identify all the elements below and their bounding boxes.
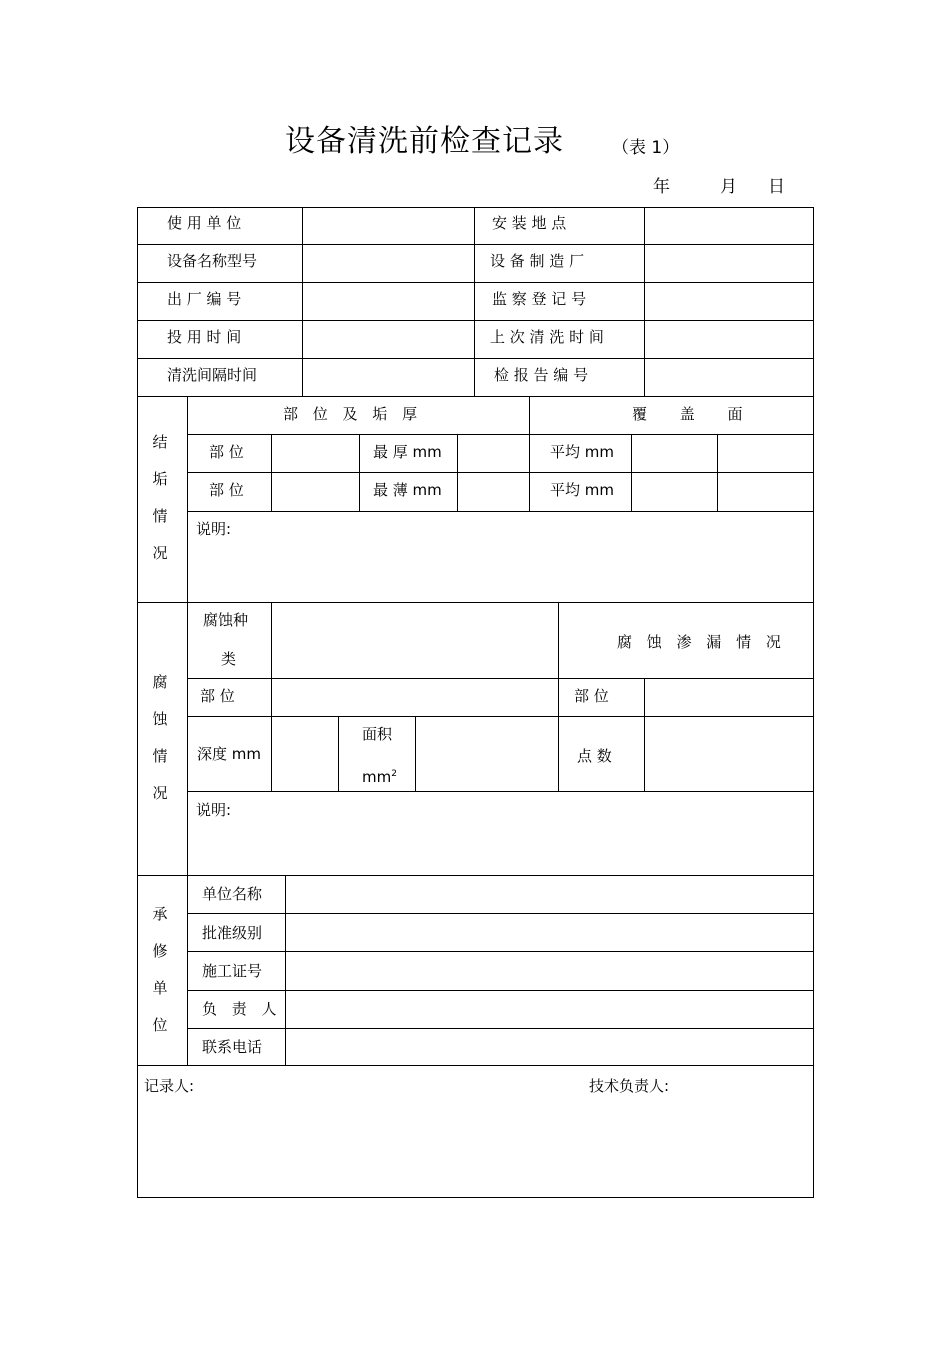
label-recorder: 记录人: (144, 1077, 195, 1095)
area-unit: mm (362, 768, 392, 786)
grid-line (137, 875, 814, 876)
label-average: 平均 mm (550, 481, 614, 499)
side-char: 修 (152, 942, 168, 960)
side-char: 垢 (152, 470, 168, 488)
label-area-unit (362, 764, 397, 787)
side-char: 位 (152, 1016, 168, 1034)
grid-line (631, 434, 632, 511)
grid-line (137, 602, 814, 603)
label-factory-number: 出 厂 编 号 (167, 290, 242, 308)
date-year: 年 (653, 177, 670, 197)
header-part-thickness: 部 位 及 垢 厚 (283, 405, 423, 423)
grid-line (187, 990, 814, 991)
label-device-model: 设备名称型号 (167, 252, 258, 270)
label-part: 部 位 (200, 687, 235, 705)
label-max-thickness: 最 厚 mm (373, 443, 442, 461)
grid-line (137, 320, 814, 321)
label-technical-lead: 技术负责人: (589, 1077, 670, 1095)
label-part: 部 位 (209, 481, 244, 499)
grid-line (187, 396, 188, 1065)
label-install-location: 安 装 地 点 (492, 214, 567, 232)
label-average: 平均 mm (550, 443, 614, 461)
grid-line (457, 434, 458, 511)
grid-line (137, 282, 814, 283)
grid-line (271, 434, 272, 511)
grid-line (529, 396, 530, 511)
label-part: 部 位 (209, 443, 244, 461)
label-manufacturer: 设 备 制 造 厂 (490, 252, 585, 270)
grid-line (271, 602, 272, 791)
grid-line (187, 716, 814, 717)
label-unit-name: 单位名称 (202, 885, 263, 903)
label-approval-level: 批准级别 (202, 924, 263, 942)
grid-line (137, 1065, 814, 1066)
grid-line (338, 716, 339, 791)
grid-line (187, 472, 814, 473)
form-title: 设备清洗前检查记录 (285, 124, 564, 159)
grid-line (187, 913, 814, 914)
label-min-thickness: 最 薄 mm (373, 481, 442, 499)
grid-line (558, 602, 559, 791)
grid-line (137, 358, 814, 359)
label-registration-number: 监 察 登 记 号 (492, 290, 587, 308)
grid-line (187, 511, 814, 512)
label-commission-time: 投 用 时 间 (167, 328, 242, 346)
grid-line (302, 207, 303, 396)
grid-line (644, 678, 645, 791)
label-last-cleaning-time: 上 次 清 洗 时 间 (490, 328, 604, 346)
label-user-unit: 使 用 单 位 (167, 214, 242, 232)
side-label-corrosion (150, 664, 170, 812)
grid-line (137, 244, 814, 245)
grid-line (187, 1028, 814, 1029)
header-leakage: 腐 蚀 渗 漏 情 况 (617, 633, 786, 651)
date-day: 日 (768, 177, 785, 197)
side-char: 况 (152, 784, 168, 802)
label-part: 部 位 (574, 687, 609, 705)
side-char: 单 (152, 979, 168, 997)
grid-line (285, 875, 286, 1065)
label-area: 面积 (362, 725, 393, 743)
label-report-number: 检 报 告 编 号 (494, 366, 589, 384)
grid-line (415, 716, 416, 791)
label-corrosion-type: 腐蚀种 (203, 611, 249, 629)
side-char: 蚀 (152, 710, 168, 728)
grid-line (137, 396, 814, 397)
grid-line (644, 207, 645, 396)
label-person-in-charge: 负 责 人 (202, 1000, 282, 1018)
grid-line (359, 434, 360, 511)
area-unit-exponent: 2 (391, 769, 397, 779)
grid-line (187, 434, 814, 435)
side-label-contractor (150, 896, 170, 1044)
grid-line (187, 678, 814, 679)
date-month: 月 (720, 177, 737, 197)
side-char: 况 (152, 544, 168, 562)
side-label-scale (150, 424, 170, 572)
form-subtitle: （表 1） (612, 138, 680, 158)
grid-line (474, 207, 475, 396)
label-depth: 深度 mm (197, 745, 261, 763)
label-cleaning-interval: 清洗间隔时间 (167, 366, 258, 384)
label-points: 点 数 (577, 747, 612, 765)
side-char: 承 (152, 905, 168, 923)
grid-line (717, 434, 718, 511)
grid-line (187, 791, 814, 792)
label-note: 说明: (196, 801, 232, 819)
label-contact-phone: 联系电话 (202, 1038, 263, 1056)
grid-line (187, 951, 814, 952)
label-construction-permit: 施工证号 (202, 962, 263, 980)
header-coverage: 覆 盖 面 (632, 405, 757, 423)
side-char: 情 (152, 507, 168, 525)
label-note: 说明: (196, 520, 232, 538)
side-char: 情 (152, 747, 168, 765)
side-char: 腐 (152, 673, 168, 691)
label-corrosion-type-cont: 类 (221, 650, 237, 668)
side-char: 结 (152, 433, 168, 451)
